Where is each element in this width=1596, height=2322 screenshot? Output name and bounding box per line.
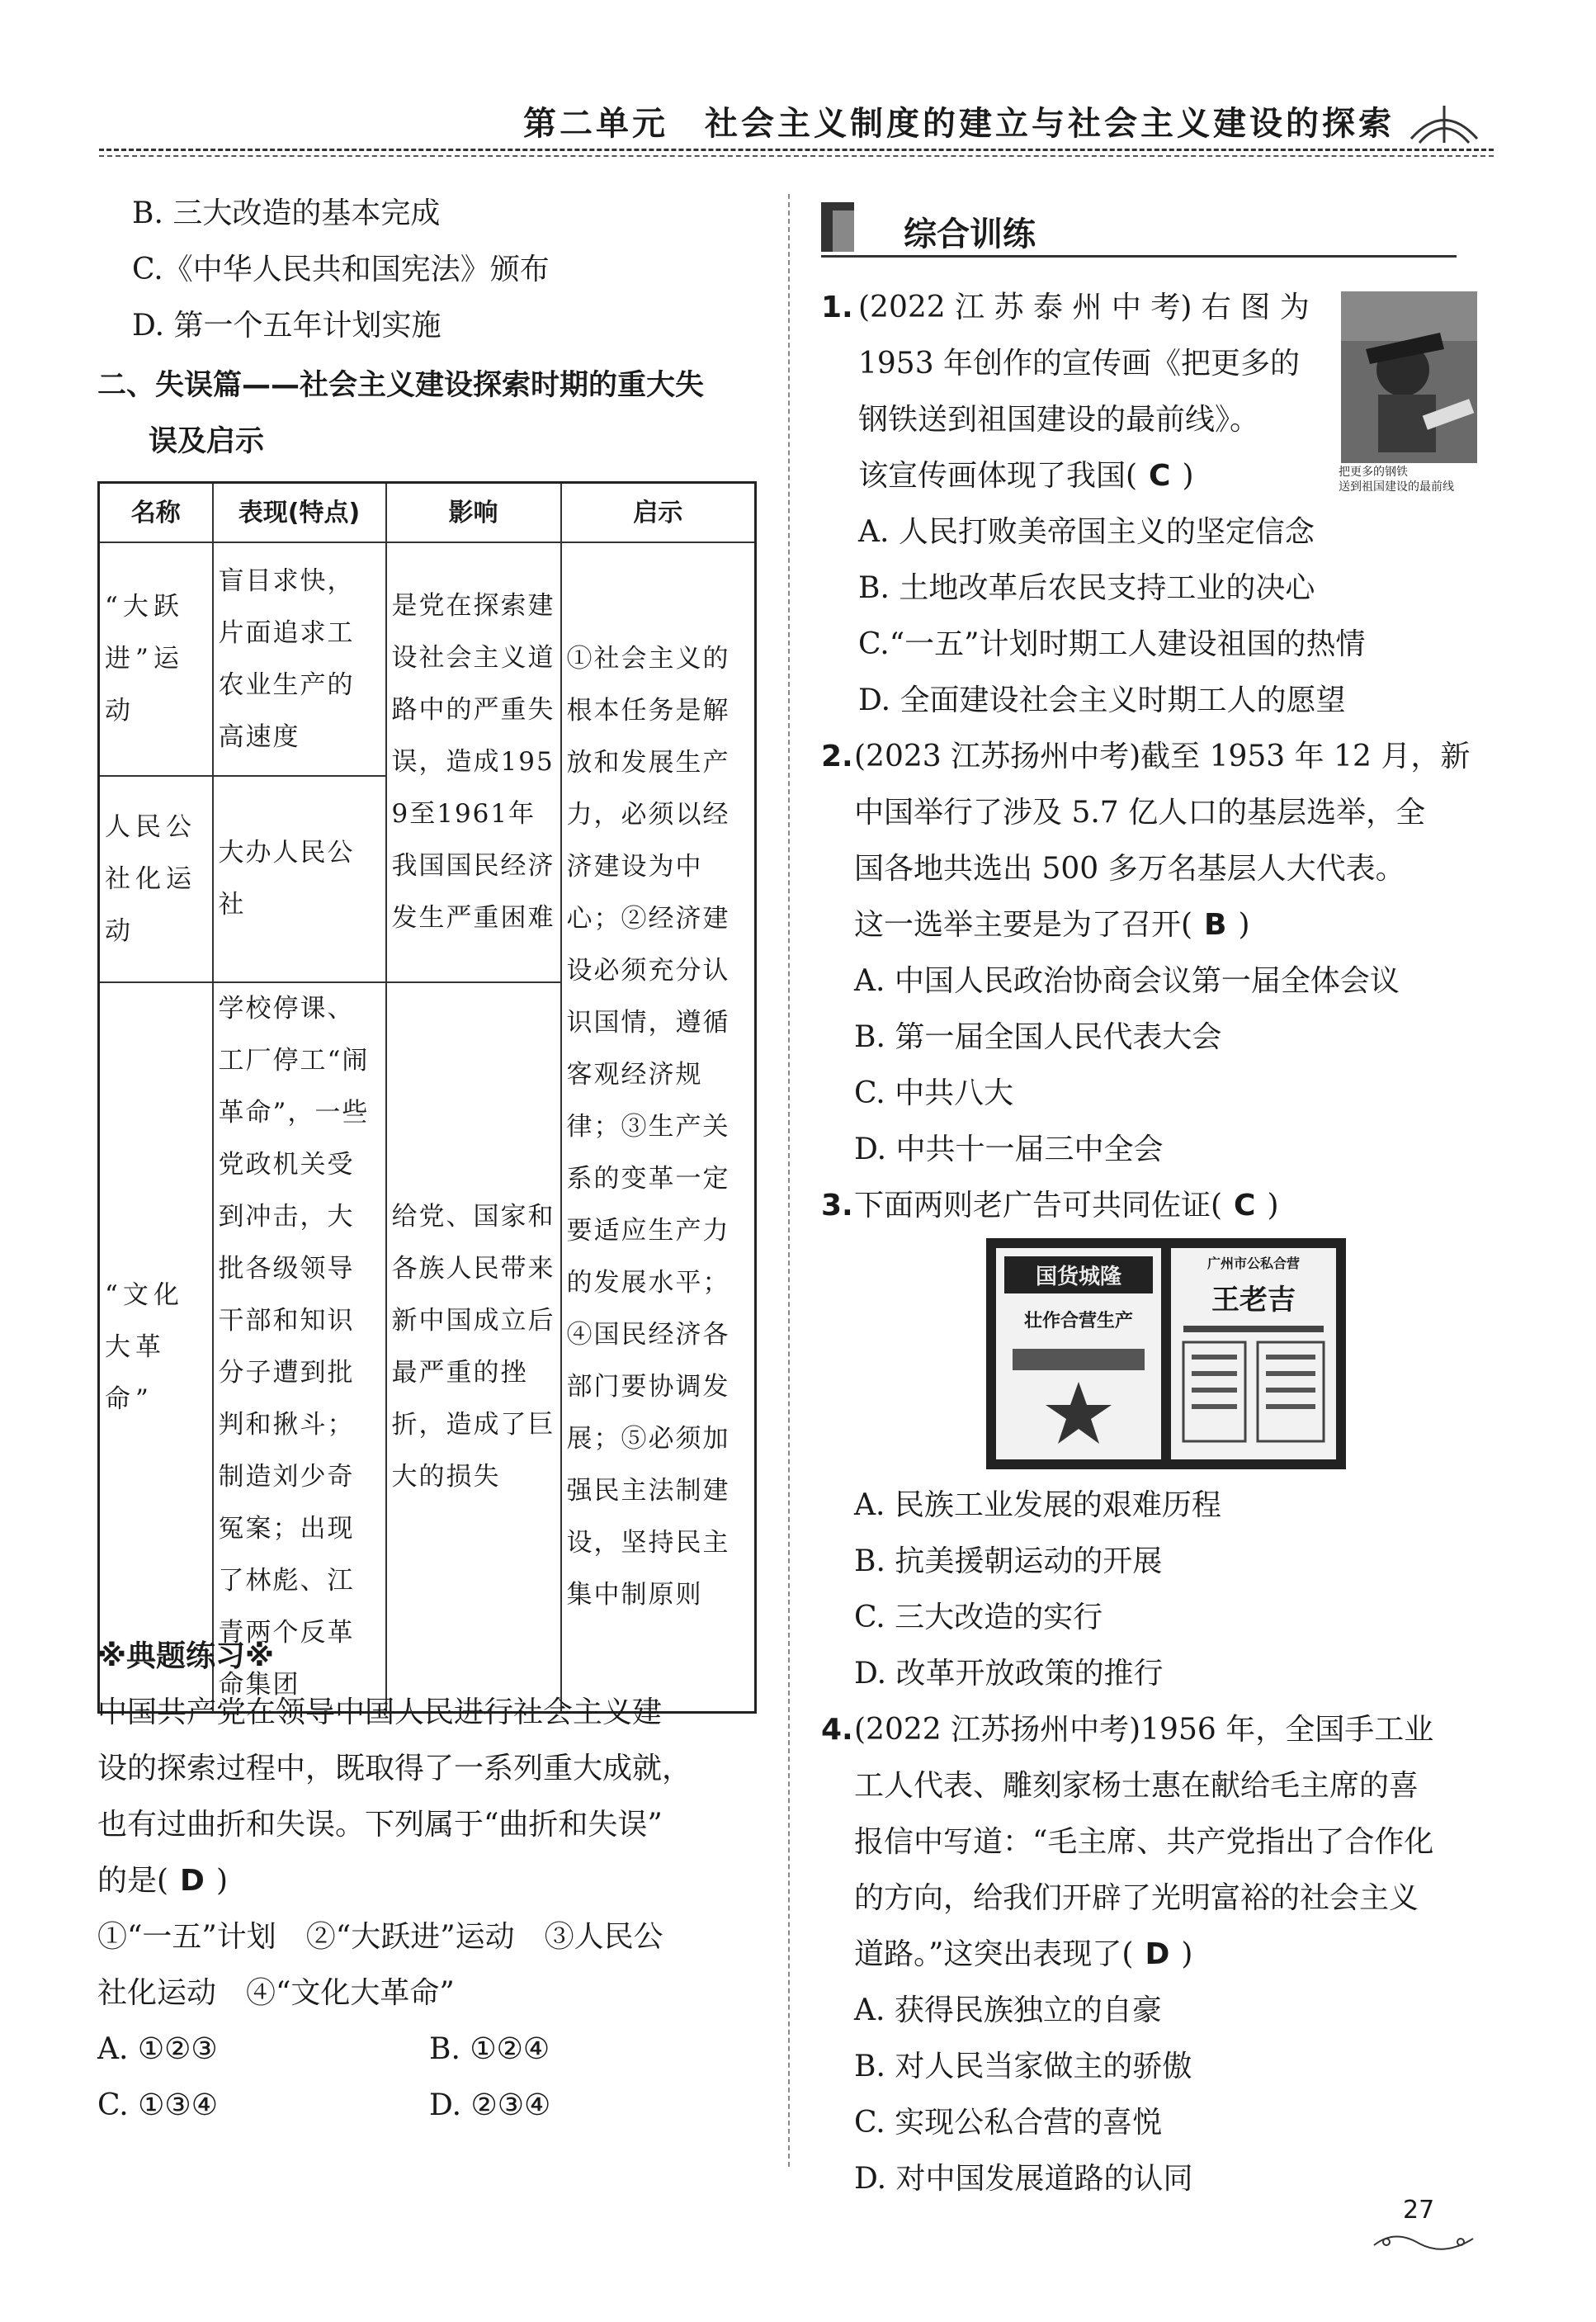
q3-option-c: C. 三大改造的实行 [854,1601,1103,1634]
q2-line-1: (2023 江苏扬州中考)截至 1953 年 12 月，新 [854,740,1471,773]
advertisement-left [996,1248,1161,1459]
practice-line-1: 中国共产党在领导中国人民进行社会主义建 [97,1695,663,1729]
practice-line-2: 设的探索过程中，既取得了一系列重大成就， [97,1752,692,1785]
cultural-revolution-impact: 给党、国家和各族人民带来新中国成立后最严重的挫折，造成了巨大的损失 [386,982,561,1713]
q2-stem-end [854,906,1250,945]
practice-items-1: ①“一五”计划 ②“大跃进”运动 ③人民公 [97,1920,663,1954]
table-header-lesson: 启示 [561,483,756,543]
old-advertisements-image [986,1238,1346,1469]
q4-option-c: C. 实现公私合营的喜悦 [854,2106,1163,2140]
q4-line-1: (2022 江苏扬州中考)1956 年，全国手工业 [854,1713,1434,1747]
q2-line-2: 中国举行了涉及 5.7 亿人口的基层选举，全 [854,796,1426,830]
practice-question-end [97,1861,228,1901]
leap-commune-impact: 是党在探索建设社会主义道路中的严重失误，造成1959至1961年我国国民经济发生严重困难 [386,542,561,982]
q3-answer: C [1234,1189,1256,1222]
q4-close: ) [1181,1937,1193,1971]
prev-option-d: D. 第一个五年计划实施 [132,309,441,343]
prev-option-b: B. 三大改造的基本完成 [132,196,441,230]
section-underline [821,255,1457,258]
q1-stem-end [858,456,1194,496]
commune-feature: 大办人民公社 [213,776,386,982]
q3-number: 3. [821,1189,853,1222]
q1-line-3: 钢铁送到祖国建设的最前线》。 [858,403,1260,437]
ad1-title: 国货城隆 [1004,1256,1153,1293]
q1-line-1: (2022 江 苏 泰 州 中 考) 右 图 为 [858,291,1310,324]
practice-q-suffix: ) [215,1864,228,1898]
q4-answer: D [1145,1937,1170,1971]
q3-option-b: B. 抗美援朝运动的开展 [854,1544,1163,1578]
q4-line-3: 报信中写道：“毛主席、共产党指出了合作化 [854,1825,1434,1859]
q4-option-b: B. 对人民当家做主的骄傲 [854,2050,1192,2083]
q4-number: 4. [821,1713,853,1747]
q2-close: ) [1238,908,1250,942]
great-leap-name: “大跃进”运动 [99,542,213,776]
q1-option-c: C.“一五”计划时期工人建设祖国的热情 [858,627,1366,661]
cultural-revolution-name: “文化大革命” [99,982,213,1713]
ad1-star-emblem-icon [996,1332,1161,1456]
table-header-feature: 表现(特点) [213,483,386,543]
q2-option-c: C. 中共八大 [854,1076,1014,1110]
lessons-cell: ①社会主义的根本任务是解放和发展生产力，必须以经济建设为中心；②经济建设必须充分认识国情，遵循客观经济规律；③生产关系的变革一定要适应生产力的发展水平；④国民经济各部门要协调发展；⑤必须加强民主法制建设，坚持民主集中制原则 [561,542,756,1713]
propaganda-poster-image [1341,291,1477,463]
poster-caption-line1: 把更多的钢铁 [1339,466,1408,479]
q3-stem [854,1186,1279,1226]
q2-option-a: A. 中国人民政治协商会议第一届全体会议 [854,964,1400,998]
q3-stem-text: 下面两则老广告可共同佐证( [854,1189,1223,1222]
q1-stem-text: 该宣传画体现了我国( [858,459,1138,493]
commune-name: 人民公社化运动 [99,776,213,982]
section2-title-line2: 误及启示 [149,425,265,458]
ad2-header: 广州市公私合营 [1206,1256,1300,1271]
header-rule-secondary [99,155,1494,157]
q1-line-2: 1953 年创作的宣传画《把更多的 [858,347,1301,381]
q4-stem-end [854,1935,1192,1974]
q3-close: ) [1267,1189,1279,1222]
poster-caption [1339,465,1454,494]
practice-title: ※典题练习※ [97,1639,274,1673]
table-header-row [99,483,756,543]
ad1-subtitle: 壮作合营生产 [1023,1311,1133,1331]
unit-title: 第二单元 社会主义制度的建立与社会主义建设的探索 [523,104,1395,143]
section2-title-line1: 二、失误篇——社会主义建设探索时期的重大失 [97,369,705,402]
q4-option-a: A. 获得民族独立的自豪 [854,1993,1162,2027]
table-header-impact: 影响 [386,483,561,543]
q1-close: ) [1182,459,1194,493]
q4-stem-text: 道路。”这突出表现了( [854,1937,1134,1971]
table-row [99,542,756,776]
header-leaf-icon [1403,97,1485,147]
practice-line-3: 也有过曲折和失误。下列属于“曲折和失误” [97,1808,663,1842]
q2-option-b: B. 第一届全国人民代表大会 [854,1020,1222,1054]
q3-option-a: A. 民族工业发展的艰难历程 [854,1488,1221,1522]
q4-line-4: 的方向，给我们开辟了光明富裕的社会主义 [854,1881,1419,1915]
q4-option-d: D. 对中国发展道路的认同 [854,2162,1193,2196]
great-leap-feature: 盲目求快，片面追求工农业生产的高速度 [213,542,386,776]
q4-line-2: 工人代表、雕刻家杨士惠在献给毛主席的喜 [854,1769,1419,1803]
practice-answer: D [180,1864,205,1898]
section-badge-icon [821,202,854,252]
ad2-text-block-icon [1171,1317,1336,1458]
practice-option-d: D. ②③④ [429,2088,551,2122]
q2-option-d: D. 中共十一届三中全会 [854,1133,1164,1166]
section-title: 综合训练 [904,215,1036,253]
page-number: 27 [1403,2196,1435,2225]
practice-option-c: C. ①③④ [97,2088,218,2122]
column-divider [788,194,790,2167]
q2-number: 2. [821,740,853,773]
poster-illustration [1341,291,1477,463]
practice-q-prefix: 的是( [97,1864,169,1898]
q1-option-a: A. 人民打败美帝国主义的坚定信念 [858,515,1315,549]
q2-answer: B [1204,908,1227,942]
q1-answer: C [1149,459,1171,493]
cultural-revolution-feature: 学校停课、工厂停工“闹革命”，一些党政机关受到冲击，大批各级领导干部和知识分子遭到批判和揪斗；制造刘少奇冤案；出现了林彪、江青两个反革命集团 [213,982,386,1713]
practice-option-a: A. ①②③ [97,2032,218,2066]
q2-line-3: 国各地共选出 500 多万名基层人大代表。 [854,852,1405,886]
prev-option-c: C.《中华人民共和国宪法》颁布 [132,253,550,286]
q1-number: 1. [821,291,853,324]
table-header-name: 名称 [99,483,213,543]
page-number-flourish-icon [1370,2229,1477,2253]
advertisement-right [1171,1248,1336,1459]
q3-option-d: D. 改革开放政策的推行 [854,1657,1164,1691]
page-header [99,97,1494,147]
header-rule [99,149,1494,151]
q1-option-d: D. 全面建设社会主义时期工人的愿望 [858,683,1346,717]
practice-option-b: B. ①②④ [429,2032,550,2066]
ad2-title: 王老吉 [1211,1284,1296,1317]
q2-stem-text: 这一选举主要是为了召开( [854,908,1193,942]
poster-caption-line2: 送到祖国建设的最前线 [1339,480,1454,494]
practice-items-2: 社化运动 ④“文化大革命” [97,1976,455,2010]
mistakes-table [97,481,757,1714]
q1-option-b: B. 土地改革后农民支持工业的决心 [858,571,1315,605]
